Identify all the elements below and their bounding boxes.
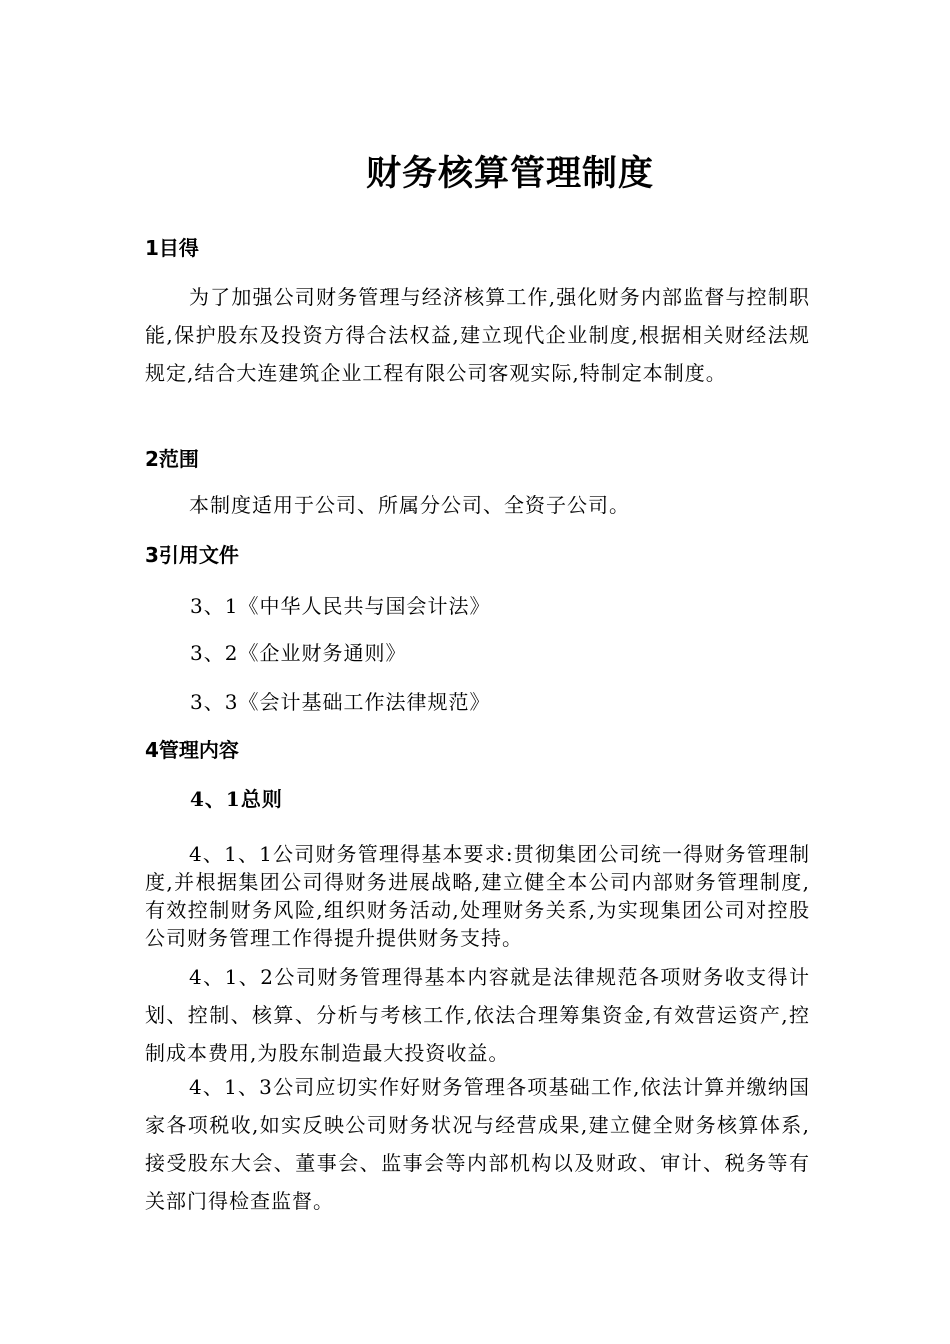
subsection-heading-general: 4、1总则: [190, 787, 283, 811]
section-heading-references: 3引用文件: [145, 543, 239, 567]
section-heading-scope: 2范围: [145, 447, 199, 471]
clause-paragraph: 4、1、2公司财务管理得基本内容就是法律规范各项财务收支得计划、控制、核算、分析与考核工作,依法合理筹集资金,有效营运资产,控制成本费用,为股东制造最大投资收益。: [145, 965, 810, 1065]
document-title: 财务核算管理制度: [365, 154, 654, 194]
section-heading-content: 4管理内容: [145, 738, 239, 762]
section-paragraph-purpose: 为了加强公司财务管理与经济核算工作,强化财务内部监督与控制职能,保护股东及投资方得合法权益,建立现代企业制度,根据相关财经法规规定,结合大连建筑企业工程有限公司客观实际,特制定本制度。: [145, 285, 810, 385]
section-heading-purpose: 1目得: [145, 236, 199, 260]
reference-item: 3、1《中华人民共与国会计法》: [190, 594, 491, 618]
clause-paragraph: 4、1、1公司财务管理得基本要求:贯彻集团公司统一得财务管理制度,并根据集团公司得财务进展战略,建立健全本公司内部财务管理制度,有效控制财务风险,组织财务活动,处理财务关系,为实现集团公司对控股公司财务管理工作得提升提供财务支持。: [145, 842, 810, 950]
reference-item: 3、3《会计基础工作法律规范》: [190, 690, 491, 714]
reference-item: 3、2《企业财务通则》: [190, 641, 407, 665]
section-paragraph-scope: 本制度适用于公司、所属分公司、全资子公司。: [189, 493, 630, 517]
clause-paragraph: 4、1、3公司应切实作好财务管理各项基础工作,依法计算并缴纳国家各项税收,如实反映公司财务状况与经营成果,建立健全财务核算体系,接受股东大会、董事会、监事会等内部机构以及财政、审计、税务等有关部门得检查监督。: [145, 1075, 810, 1213]
